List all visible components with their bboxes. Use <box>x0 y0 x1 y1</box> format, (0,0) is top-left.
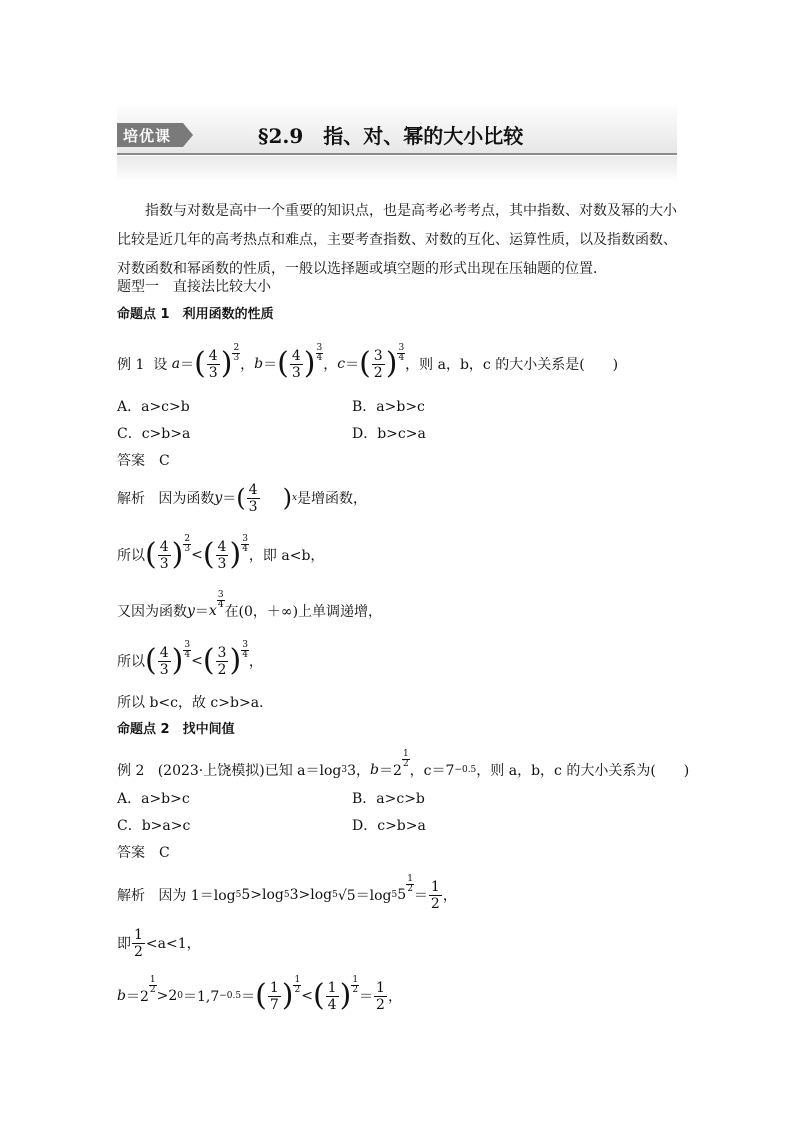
ex2-answer: 答案 C <box>117 845 170 861</box>
ex2-analysis-label: 解析 <box>117 888 145 904</box>
ex1-option-a: A．a>c>b <box>117 399 190 415</box>
ex2-analysis-text-2a: 即 <box>117 936 131 952</box>
ex2-analysis-text-2b: <a<1， <box>145 936 201 952</box>
example-1-stem: 例 1 设 a ＝ ( $\frac{4}{3}$ ) 2 3 ， b ＝ ( $\frac{4}{3}$ ) 3 4 ， c ＝ ( $\frac{3}{2}$ ) 3 4 ，则 a，b，c 的大小关系是( ) <box>117 342 619 381</box>
section-title <box>258 120 523 149</box>
ex2-analysis-text-1: 因为 1＝log <box>158 888 236 904</box>
ex1-analysis-text-2: ，即 a<b， <box>248 548 325 564</box>
intro-paragraph: 指数与对数是高中一个重要的知识点，也是高考必考考点，其中指数、对数及幂的大小比较是近几年的高考热点和难点，主要考查指数、对数的互化、运算性质，以及指数函数、对数函数和幂函数的性质，一般以选择题或填空题的形式出现在压轴题的位置． <box>117 203 677 277</box>
ex2-option-a: A．a>b>c <box>117 791 190 807</box>
ex1-analysis-line-3: 又因为函数 y ＝ x 3 4 在(0，＋∞)上单调递增， <box>117 589 383 620</box>
example-1-label: 例 1 <box>117 357 145 373</box>
course-tag <box>117 123 189 147</box>
example-2-text-b: ，c＝7 <box>409 763 455 779</box>
ex1-so-1: 所以 <box>117 548 145 564</box>
ex2-option-d: D．c>b>a <box>352 818 426 834</box>
ex2-analysis-line-2: 即 $\frac{1}{2}$ <a<1， <box>117 926 201 960</box>
ex2-option-c: C．b>a>c <box>117 818 191 834</box>
example-2-text-a: (2023·上饶模拟)已知 a＝log <box>157 763 342 779</box>
ex1-analysis-label: 解析 <box>117 491 145 507</box>
ex1-analysis-text-1b: 是增函数， <box>297 491 368 507</box>
example-2-label: 例 2 <box>117 763 145 779</box>
header-shadow <box>117 156 677 182</box>
ex1-analysis-line-1: 解析 因为函数 y ＝ ( $\frac{4}{3}$ ) x 是增函数， <box>117 481 368 515</box>
ex1-analysis-line-5: 所以 b<c，故 c>b>a. <box>117 695 264 711</box>
ex1-option-c: C．c>b>a <box>117 426 191 442</box>
ex2-analysis-line-1: 解析 因为 1＝log 5 5>log 5 3>log 5 √5＝log 5 5 1 2 ＝ $\frac{1}{2}$ ， <box>117 873 457 912</box>
question-type-heading: 题型一 直接法比较大小 <box>117 279 271 295</box>
example-2-text-c: ，则 a，b，c 的大小关系为( ) <box>476 763 690 779</box>
course-tag-label: 培优课 <box>123 127 172 145</box>
ex1-option-b: B．a>b>c <box>352 399 425 415</box>
example-1-question: ，则 a，b，c 的大小关系是( ) <box>405 357 619 373</box>
ex1-option-d: D．b>c>a <box>352 426 426 442</box>
section-heading: 指、对、幂的大小比较 <box>323 124 524 148</box>
topic-point-1: 命题点 1 利用函数的性质 <box>117 307 274 322</box>
header-rule <box>117 153 677 155</box>
ex2-option-b: B．a>c>b <box>352 791 425 807</box>
ex1-answer: 答案 C <box>117 453 170 469</box>
example-2-stem: 例 2 (2023·上饶模拟)已知 a＝log 3 3， b ＝2 1 2 ，c＝7 −0.5 ，则 a，b，c 的大小关系为( ) <box>117 748 690 779</box>
ex1-analysis-text-3b: 在(0，＋∞)上单调递增， <box>224 604 383 620</box>
example-1-prefix: 设 <box>153 357 168 373</box>
ex1-so-2: 所以 <box>117 654 145 670</box>
ex1-analysis-text-4: ， <box>248 654 263 670</box>
topic-point-2: 命题点 2 找中间值 <box>117 722 235 737</box>
ex2-analysis-line-3: b ＝2 1 2 >2 $_0$ ＝1,7 −0.5 ＝ ( $\frac{1}{7}$ ) 1 2 < ( $\frac{1}{4}$ ) 1 2 ＝ $\frac{1}{2}$ ， <box>117 974 402 1013</box>
ex1-analysis-text-1a: 因为函数 <box>158 491 215 507</box>
ex1-analysis-text-3a: 又因为函数 <box>117 604 187 620</box>
section-number: §2.9 <box>258 124 304 148</box>
ex1-analysis-line-2: 所以 ( $\frac{4}{3}$ ) 2 3 < ( $\frac{4}{3}$ ) 3 4 ，即 a<b， <box>117 533 325 572</box>
ex1-analysis-line-4: 所以 ( $\frac{4}{3}$ ) 3 4 < ( $\frac{3}{2}$ ) 3 4 ， <box>117 639 263 678</box>
